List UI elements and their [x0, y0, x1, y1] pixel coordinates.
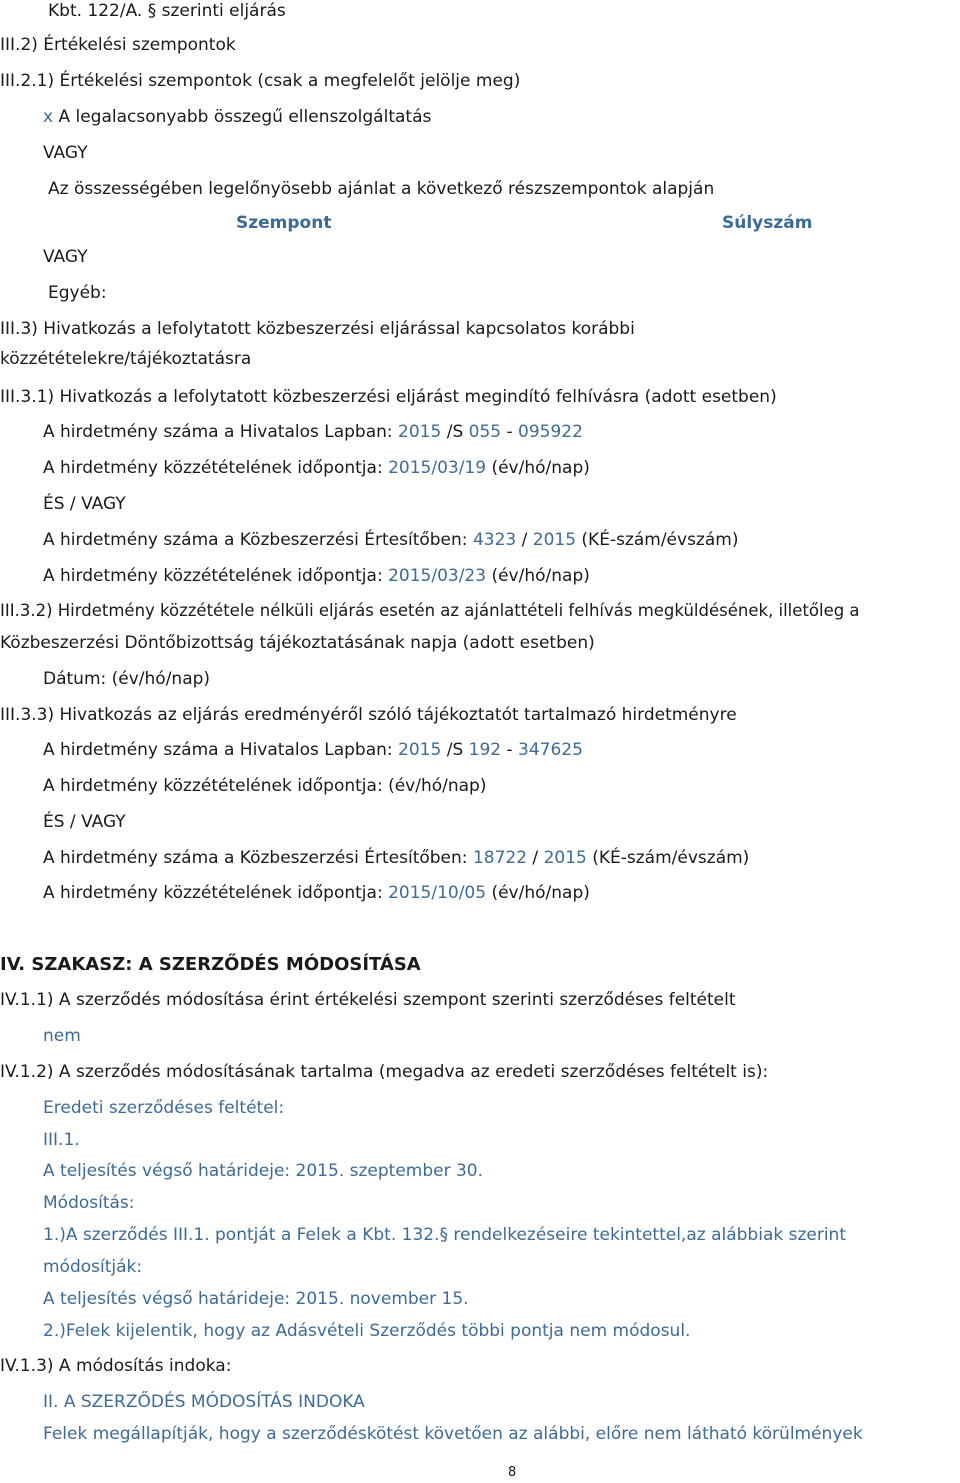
selection-mark: x	[43, 107, 54, 127]
modification-label: Módosítás:	[43, 1193, 135, 1213]
ojeu-result-notice-number: A hirdetmény száma a Hivatalos Lapban: 2015 /S 192 - 347625	[43, 740, 583, 760]
or-label: VAGY	[43, 247, 88, 267]
and-or-label: ÉS / VAGY	[43, 494, 126, 514]
line-kbt-reference: Kbt. 122/A. § szerinti eljárás	[48, 1, 286, 21]
heading-IV-1-2: IV.1.2) A szerződés módosításának tartalma (megadva az eredeti szerződéses feltételt is):	[0, 1062, 769, 1082]
heading-III-3-1: III.3.1) Hivatkozás a lefolytatott közbeszerzési eljárást megindító felhívásra (adott esetben)	[0, 387, 777, 407]
section-IV-title: IV. SZAKASZ: A SZERZŐDÉS MÓDOSÍTÁSA	[0, 954, 421, 975]
heading-IV-1-1: IV.1.1) A szerződés módosítása érint értékelési szempont szerinti szerződéses feltételt	[0, 990, 736, 1010]
reason-text: Felek megállapítják, hogy a szerződéskötést követően az alábbi, előre nem látható körülmények	[43, 1424, 863, 1444]
original-deadline: A teljesítés végső határideje: 2015. szeptember 30.	[43, 1161, 484, 1181]
modification-point-1-cont: módosítják:	[43, 1257, 143, 1277]
answer-nem: nem	[43, 1026, 81, 1046]
column-weight: Súlyszám	[722, 213, 813, 233]
ke-result-notice-number: A hirdetmény száma a Közbeszerzési Értesítőben: 18722 / 2015 (KÉ-szám/évszám)	[43, 848, 750, 868]
heading-III-2: III.2) Értékelési szempontok	[0, 35, 236, 55]
original-condition-label: Eredeti szerződéses feltétel:	[43, 1098, 285, 1118]
ojeu-result-publication-date: A hirdetmény közzétételének időpontja: (év/hó/nap)	[43, 776, 487, 796]
column-criterion: Szempont	[236, 213, 332, 233]
ojeu-notice-number: A hirdetmény száma a Hivatalos Lapban: 2015 /S 055 - 095922	[43, 422, 583, 442]
ke-result-publication-date: A hirdetmény közzétételének időpontja: 2015/10/05 (év/hó/nap)	[43, 883, 590, 903]
option-lowest-price	[43, 106, 431, 128]
option-other: Egyéb:	[48, 283, 107, 303]
heading-III-3: III.3) Hivatkozás a lefolytatott közbeszerzési eljárással kapcsolatos korábbi	[0, 319, 635, 339]
heading-III-3-cont: közzétételekre/tájékoztatásra	[0, 349, 252, 369]
and-or-label: ÉS / VAGY	[43, 812, 126, 832]
reason-title: II. A SZERZŐDÉS MÓDOSÍTÁS INDOKA	[43, 1392, 365, 1412]
heading-III-3-2: III.3.2) Hirdetmény közzététele nélküli eljárás esetén az ajánlattételi felhívás megküldésének, illetőleg a	[0, 601, 860, 620]
heading-III-3-2-cont: Közbeszerzési Döntőbizottság tájékoztatásának napja (adott esetben)	[0, 633, 595, 653]
heading-III-2-1: III.2.1) Értékelési szempontok (csak a megfelelőt jelölje meg)	[0, 71, 521, 91]
original-condition-ref: III.1.	[43, 1130, 80, 1150]
page-number: 8	[508, 1465, 517, 1480]
ojeu-publication-date: A hirdetmény közzétételének időpontja: 2015/03/19 (év/hó/nap)	[43, 458, 590, 478]
ke-publication-date: A hirdetmény közzétételének időpontja: 2015/03/23 (év/hó/nap)	[43, 566, 590, 586]
or-label: VAGY	[43, 143, 88, 163]
heading-IV-1-3: IV.1.3) A módosítás indoka:	[0, 1356, 232, 1376]
modification-point-2: 2.)Felek kijelentik, hogy az Adásvételi Szerződés többi pontja nem módosul.	[43, 1321, 691, 1341]
option-best-value: Az összességében legelőnyösebb ajánlat a következő részszempontok alapján	[48, 179, 715, 199]
option-label: A legalacsonyabb összegű ellenszolgáltatás	[53, 107, 432, 127]
heading-III-3-3: III.3.3) Hivatkozás az eljárás eredményéről szóló tájékoztatót tartalmazó hirdetményre	[0, 705, 737, 725]
date-field: Dátum: (év/hó/nap)	[43, 669, 211, 689]
ke-notice-number: A hirdetmény száma a Közbeszerzési Értesítőben: 4323 / 2015 (KÉ-szám/évszám)	[43, 530, 739, 550]
modified-deadline: A teljesítés végső határideje: 2015. november 15.	[43, 1289, 469, 1309]
modification-point-1: 1.)A szerződés III.1. pontját a Felek a Kbt. 132.§ rendelkezéseire tekintettel,az alábbiak szerint	[43, 1225, 847, 1245]
